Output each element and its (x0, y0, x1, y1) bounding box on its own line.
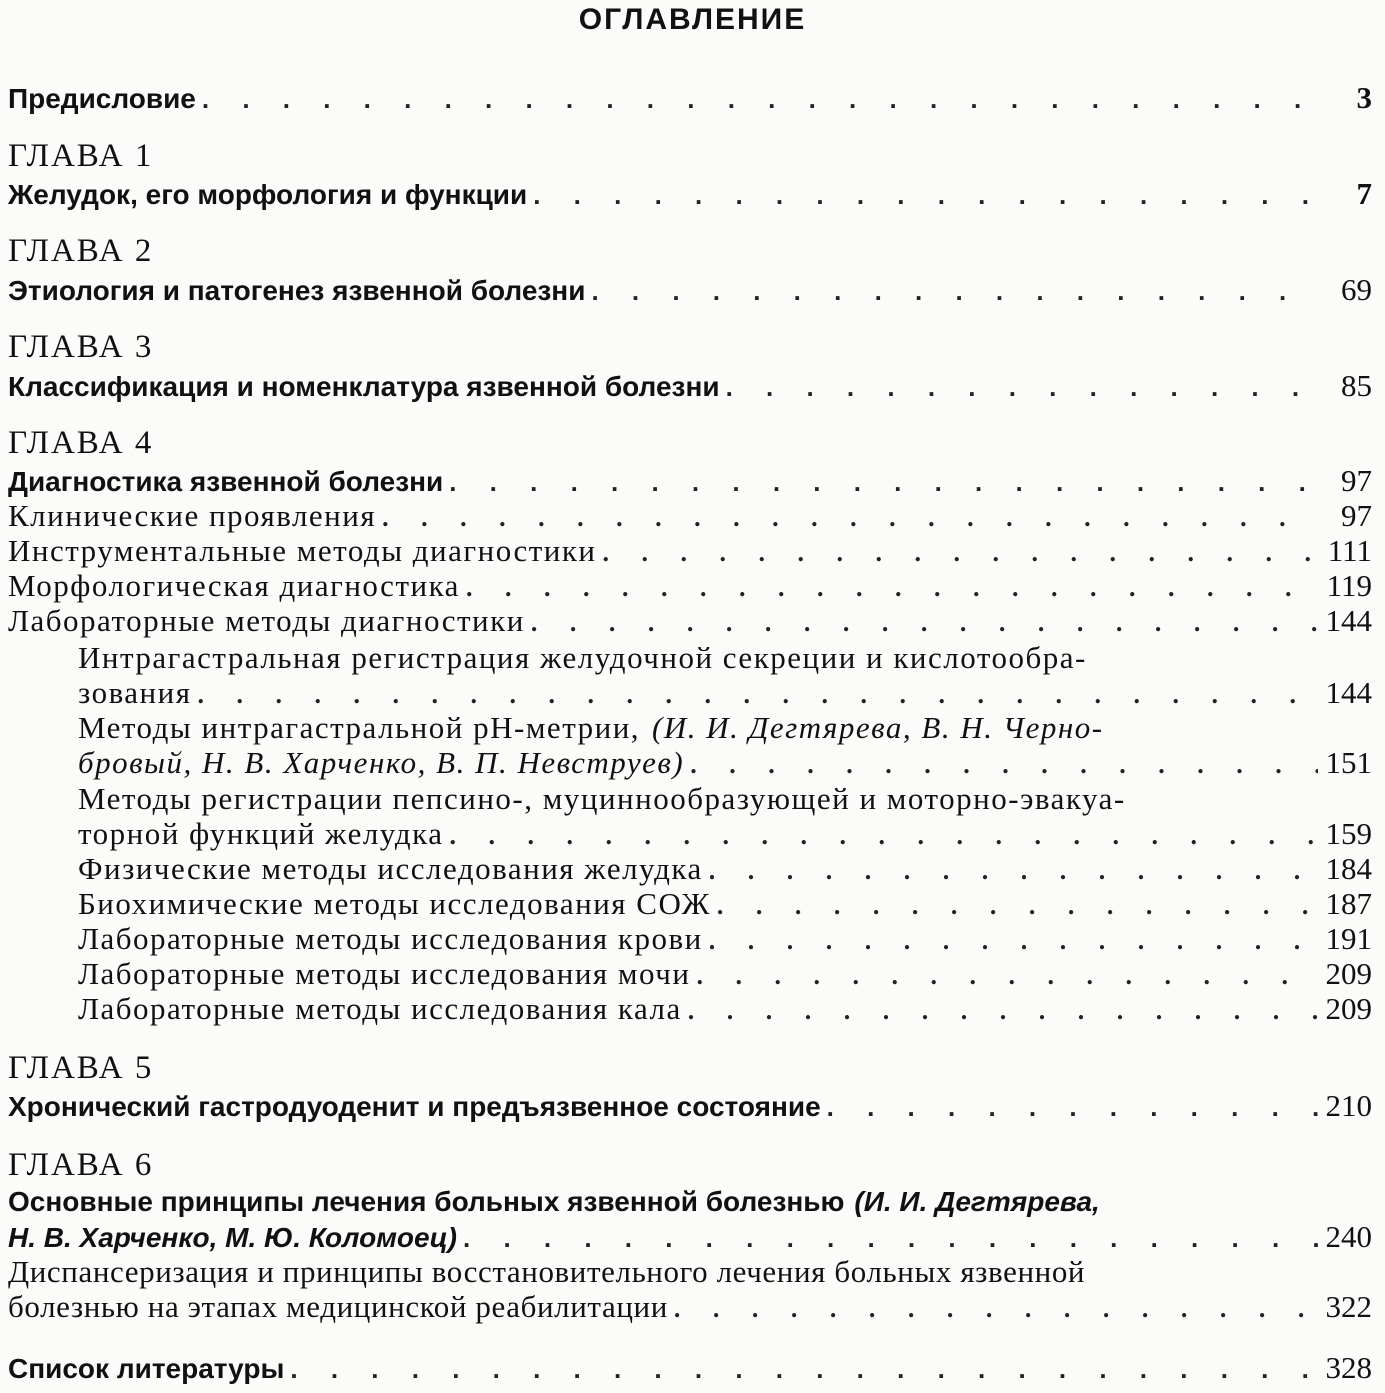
dot-leader (688, 991, 1318, 1028)
chapter-heading: ГЛАВА 2 (8, 233, 154, 269)
page-number: 111 (1327, 533, 1372, 568)
toc-label: Основные принципы лечения больных язвенной болезнью (8, 1186, 845, 1217)
toc-entry-section[interactable] (8, 603, 1372, 640)
page-number: 119 (1326, 568, 1372, 603)
dot-leader (198, 675, 1319, 712)
toc-entry-chapter-1[interactable] (8, 176, 1372, 213)
toc-entry-chapter-3[interactable] (8, 368, 1372, 405)
page-number: 209 (1325, 991, 1372, 1026)
toc-label: Желудок, его морфология и функции (8, 179, 528, 210)
toc-entry-subsection[interactable] (78, 921, 1372, 958)
toc-label: Диагностика язвенной болезни (8, 466, 444, 497)
chapter-heading: ГЛАВА 4 (8, 425, 154, 461)
page-number: 97 (1341, 463, 1372, 498)
toc-label: Лабораторные методы исследования кала (78, 991, 682, 1026)
dot-leader (690, 745, 1318, 782)
page-number: 144 (1325, 675, 1372, 710)
toc-label-line2: зования (78, 675, 192, 710)
dot-leader (674, 1289, 1318, 1326)
dot-leader (591, 273, 1318, 309)
dot-leader (696, 956, 1318, 993)
dot-leader (202, 81, 1318, 117)
toc-label: Лабораторные методы диагностики (8, 603, 525, 638)
page-number: 191 (1325, 921, 1372, 956)
dot-leader (717, 886, 1318, 923)
toc-entry-section[interactable] (8, 498, 1372, 535)
page-number: 7 (1356, 176, 1372, 211)
toc-label-line2: торной функций желудка (78, 816, 444, 851)
toc-entry-chapter-4[interactable] (8, 463, 1372, 500)
toc-entry-bibliography[interactable] (8, 1350, 1372, 1387)
toc-entry-section[interactable] (8, 568, 1372, 605)
toc-entry-subsection[interactable] (78, 956, 1372, 993)
dot-leader (382, 498, 1318, 535)
toc-authors: (И. И. Дегтярева, (854, 1186, 1100, 1217)
page-title: ОГЛАВЛЕНИЕ (578, 3, 807, 36)
page-number: 69 (1341, 272, 1372, 307)
dot-leader (466, 568, 1318, 605)
page-number: 184 (1325, 851, 1372, 886)
toc-label: Этиология и патогенез язвенной болезни (8, 275, 586, 306)
dot-leader (726, 369, 1318, 405)
dot-leader (709, 921, 1318, 958)
dot-leader (290, 1351, 1318, 1387)
page-number: 328 (1325, 1350, 1372, 1385)
page-number: 240 (1325, 1219, 1372, 1254)
dot-leader (709, 851, 1318, 888)
toc-label: Физические методы исследования желудка (78, 851, 703, 886)
toc-label: Инструментальные методы диагностики (8, 533, 597, 568)
page-number: 187 (1325, 886, 1372, 921)
page-number: 159 (1325, 816, 1372, 851)
dot-leader (449, 816, 1318, 853)
toc-label: Морфологическая диагностика (8, 568, 460, 603)
toc-label: Список литературы (8, 1353, 285, 1384)
toc-entry-chapter-5[interactable] (8, 1088, 1372, 1125)
toc-entry-section[interactable] (8, 1254, 1372, 1326)
dot-leader (449, 464, 1318, 500)
chapter-heading: ГЛАВА 1 (8, 138, 154, 174)
toc-label-line1: Интрагастральная регистрация желудочной секреции и кислотообра- (78, 640, 1087, 675)
toc-entry-subsection[interactable] (78, 781, 1372, 853)
toc-authors: (И. И. Дегтярева, В. Н. Черно- (652, 710, 1104, 745)
toc-entry-chapter-2[interactable] (8, 272, 1372, 309)
toc-entry-section[interactable] (8, 533, 1372, 570)
toc-label: Биохимические методы исследования СОЖ (78, 886, 711, 921)
chapter-heading: ГЛАВА 3 (8, 329, 154, 365)
toc-label-line1: Методы регистрации пепсино-, муциннообразующей и моторно-эвакуа- (78, 781, 1126, 816)
toc-entry-chapter-6[interactable] (8, 1184, 1372, 1256)
toc-authors-line2: бровый, Н. В. Харченко, В. П. Невструев) (78, 745, 685, 780)
toc-label: Лабораторные методы исследования крови (78, 921, 703, 956)
toc-entry-subsection[interactable] (78, 886, 1372, 923)
toc-label-line1: Диспансеризация и принципы восстановительного лечения больных язвенной (8, 1254, 1086, 1289)
dot-leader (603, 533, 1318, 570)
page-number: 3 (1356, 80, 1372, 115)
toc-entry-subsection[interactable] (78, 851, 1372, 888)
toc-entry-subsection[interactable] (78, 710, 1372, 782)
toc-label: Хронический гастродуоденит и предъязвенное состояние (8, 1091, 821, 1122)
page-number: 322 (1325, 1289, 1372, 1324)
toc-label: Клинические проявления (8, 498, 377, 533)
page-number: 210 (1325, 1088, 1372, 1123)
dot-leader (463, 1220, 1318, 1256)
toc-entry-subsection[interactable] (78, 640, 1372, 712)
toc-entry-preface[interactable] (8, 80, 1372, 117)
page-number: 85 (1341, 368, 1372, 403)
dot-leader (827, 1089, 1318, 1125)
chapter-heading: ГЛАВА 6 (8, 1147, 154, 1183)
toc-label-line1: Методы интрагастральной рН-метрии, (78, 710, 641, 745)
toc-label: Лабораторные методы исследования мочи (78, 956, 691, 991)
toc-label: Предисловие (8, 83, 196, 114)
toc-label: Классификация и номенклатура язвенной болезни (8, 371, 720, 402)
page-number: 144 (1325, 603, 1372, 638)
toc-authors-line2: Н. В. Харченко, М. Ю. Коломоец) (8, 1222, 457, 1253)
toc-label-line2: болезнью на этапах медицинской реабилитации (8, 1289, 668, 1324)
page-number: 97 (1341, 498, 1372, 533)
page-number: 209 (1325, 956, 1372, 991)
dot-leader (533, 177, 1318, 213)
chapter-heading: ГЛАВА 5 (8, 1050, 154, 1086)
page-number: 151 (1325, 745, 1372, 780)
toc-entry-subsection[interactable] (78, 991, 1372, 1028)
dot-leader (531, 603, 1318, 640)
